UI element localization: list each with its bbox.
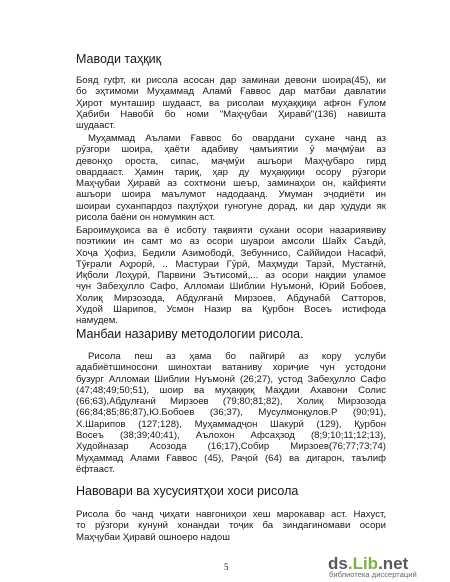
text-line: чун Забеҳулло Сафо, Алломаи Шиблии Нуъмонӣ, Юрий Бобоев, — [76, 281, 386, 293]
text-line: адабиётшиносони шинохтаи ватаниву хориҷие чун устодони — [76, 362, 386, 374]
watermark-subtitle: библиотека диссертаций — [329, 570, 417, 579]
paragraph-materials-1 — [76, 75, 386, 131]
text-line: Рисола бо чанд ҷиҳати навгониҳои хеш марокавар аст. Нахуст, — [76, 509, 386, 520]
text-line: бо эҳтимоми Муҳаммад Аламӣ Ғаввос дар матбаи давлатии — [76, 86, 386, 98]
text-line: рисола баёни он номумкин аст. — [76, 212, 216, 224]
text-line: Рисола пеш аз ҳама бо пайгирӣ аз кору услуби — [88, 351, 386, 362]
text-line: ёфтааст. — [76, 463, 115, 475]
text-line: шудааст. — [76, 120, 116, 132]
section-heading-materials: Маводи таҳқиқ — [76, 52, 162, 66]
text-line: Маҳҷубаи Ҳиравӣ аз сохтмони шеър, заминаҳои он, кайфияти — [76, 178, 386, 190]
logo-lib: Lib — [352, 554, 379, 573]
paragraph-materials-3 — [76, 225, 386, 327]
paragraph-methodology — [76, 351, 386, 475]
logo-dot: . — [347, 554, 353, 573]
text-line: Худойназар Асозода (16;17),Собир Мирзоев(76;77;73;74) — [76, 441, 386, 453]
text-line: Маҳҷубаи Ҳиравӣ ошноеро надош — [76, 531, 230, 543]
text-line: Иқболи Лоҳурӣ, Парвини Эътисомӣ,... аз осори нақдии уламое — [76, 270, 386, 282]
text-line: бузург Алломаи Шиблии Нуъмонӣ (26;27), устод Забеҳулло Сафо — [76, 373, 386, 385]
text-line: намудем. — [76, 315, 119, 327]
text-line: Восеъ (38;39;40;41), Аълохон Афсаҳзод (8;9;10;11;12;13), — [76, 430, 386, 442]
text-line: девонҳо ороста, сипас, маҷмӯи ашъори Маҳҷубаро гирд — [76, 155, 386, 167]
text-line: Тӯғрали Аҳрорӣ, .. Мастураи Гӯрӣ, Маҳмуди Тарзӣ, Мустағнӣ, — [76, 258, 386, 270]
paragraph-novelty — [76, 509, 386, 543]
logo-ds: ds — [328, 554, 348, 573]
section-heading-novelty: Навовари ва хусусиятҳои хоси рисола — [76, 484, 299, 498]
text-line: Хоҷа Ҳофиз, Бедили Азимободӣ, Зебуннисо, Саййидои Насафӣ, — [76, 247, 386, 259]
text-line: Холиқ Мирзозода, Абдулғанӣ Мирзоев, Абдунабӣ Сатторов, — [76, 292, 386, 304]
text-line: Бароимуқоиса ва ё исботу тақвияти сухани осори назариявиву — [76, 225, 386, 236]
section-heading-methodology: Манбаи назариву методологии рисола. — [76, 327, 304, 341]
text-line: рӯзгори шоира, ҳаёти адабиву ҷамъиятии ӯ маҷмӯаи аз — [76, 144, 386, 156]
page-number: 5 — [224, 562, 229, 572]
text-line: Бояд гуфт, ки рисола асосан дар заминаи девони шоира(45), ки — [76, 75, 386, 86]
text-line: Ҳабиби Навобӣ бо номи "Маҳҷубаи Ҳиравӣ"(136) навишта — [76, 108, 386, 120]
text-line: Муҳаммад Алами Ғаввос (45), Раҷоӣ (64) ва дигарон, таълиф — [76, 452, 386, 464]
text-line: то рӯзгори кунунӣ хонандаи тоҷик ба зиндагиномави осори — [76, 520, 386, 532]
text-line: Худой Шарипов, Усмон Назир ва Қурбон Восеъ истифода — [76, 304, 386, 316]
text-line: Ҳирот мунташир шудааст, ва рисолаи муҳаққиқи афғон Ғулом — [76, 97, 386, 109]
text-line: (66;63),Абдулғанӣ Мирзоев (79;80;81;82), Холиқ Мирзозода — [76, 396, 386, 408]
text-line: Х.Шарипов (127;128), Муҳаммадҷон Шакурӣ (129), Қурбон — [76, 418, 386, 430]
text-line: овардааст. Ҳамин тариқ, ҳар ду муҳаққиқи осору рӯзгори — [76, 166, 386, 178]
text-line: поэтикии ин самт мо аз осори шуарои амсоли Шайх Саъдӣ, — [76, 236, 386, 248]
logo-net: .net — [378, 554, 409, 573]
text-line: Муҳаммад Аълами Ғаввос бо овардани сухане чанд аз — [88, 133, 386, 144]
text-line: (66;84;85;86;87),Ю.Бобоев (36;37), Мусулмонқулов.Р (90;91), — [76, 407, 386, 419]
text-line: (47;48;49;50;51), шоир ва муҳаққиқ Маҳдии Ахавони Солис — [76, 384, 386, 396]
watermark — [328, 554, 450, 580]
paragraph-materials-2 — [76, 133, 386, 223]
text-line: ашъори шоира маълумот надодаанд. Умуман эҷодиёти ин — [76, 189, 386, 201]
text-line: шоираи суханпардоз паҳлӯҳои гуногуне дорад, ки дар ҳудуди як — [76, 200, 386, 212]
